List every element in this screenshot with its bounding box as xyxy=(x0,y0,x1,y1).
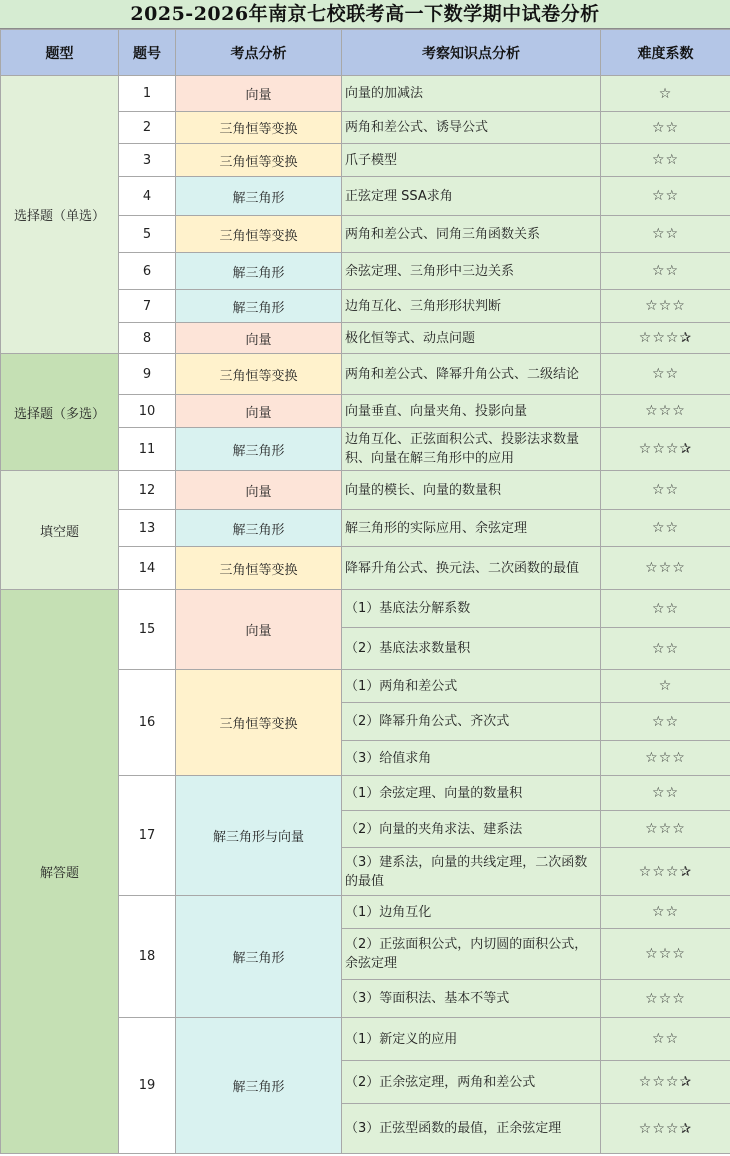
difficulty-cell: ☆☆☆ xyxy=(601,980,730,1018)
knowledge-cell: 向量垂直、向量夹角、投影向量 xyxy=(342,395,601,428)
difficulty-cell: ☆☆☆ xyxy=(601,395,730,428)
knowledge-cell: 向量的加减法 xyxy=(342,76,601,112)
question-number-cell: 1 xyxy=(119,76,176,112)
difficulty-cell: ☆☆☆ xyxy=(601,290,730,323)
key-point-cell: 向量 xyxy=(176,395,342,428)
key-point-cell: 向量 xyxy=(176,590,342,670)
key-point-cell: 解三角形 xyxy=(176,177,342,216)
difficulty-cell: ☆☆ xyxy=(601,177,730,216)
difficulty-cell: ☆☆ xyxy=(601,112,730,144)
table-row xyxy=(1,471,730,510)
knowledge-cell: （1）基底法分解系数 xyxy=(342,590,601,628)
header-difficulty: 难度系数 xyxy=(601,30,730,76)
key-point-cell: 三角恒等变换 xyxy=(176,216,342,253)
header-type: 题型 xyxy=(1,30,119,76)
question-type-cell: 填空题 xyxy=(1,471,119,590)
knowledge-cell: 向量的模长、向量的数量积 xyxy=(342,471,601,510)
key-point-cell: 解三角形 xyxy=(176,510,342,547)
question-number-cell: 11 xyxy=(119,428,176,471)
knowledge-cell: （3）给值求角 xyxy=(342,741,601,776)
question-number-cell: 9 xyxy=(119,354,176,395)
key-point-cell: 解三角形与向量 xyxy=(176,776,342,896)
knowledge-cell: （2）正余弦定理，两角和差公式 xyxy=(342,1061,601,1104)
question-type-cell: 选择题（多选） xyxy=(1,354,119,471)
analysis-table xyxy=(0,29,730,1154)
knowledge-cell: （3）正弦型函数的最值，正余弦定理 xyxy=(342,1104,601,1154)
knowledge-cell: （1）两角和差公式 xyxy=(342,670,601,703)
key-point-cell: 三角恒等变换 xyxy=(176,112,342,144)
difficulty-cell: ☆ xyxy=(601,670,730,703)
difficulty-cell: ☆☆☆✰ xyxy=(601,848,730,896)
question-number-cell: 14 xyxy=(119,547,176,590)
knowledge-cell: （2）基底法求数量积 xyxy=(342,628,601,670)
knowledge-cell: （1）余弦定理、向量的数量积 xyxy=(342,776,601,811)
knowledge-cell: 正弦定理 SSA求角 xyxy=(342,177,601,216)
knowledge-cell: 爪子模型 xyxy=(342,144,601,177)
question-number-cell: 8 xyxy=(119,323,176,354)
difficulty-cell: ☆☆ xyxy=(601,216,730,253)
difficulty-cell: ☆☆☆ xyxy=(601,741,730,776)
question-number-cell: 18 xyxy=(119,896,176,1018)
key-point-cell: 三角恒等变换 xyxy=(176,354,342,395)
difficulty-cell: ☆☆ xyxy=(601,896,730,929)
question-number-cell: 15 xyxy=(119,590,176,670)
key-point-cell: 向量 xyxy=(176,471,342,510)
key-point-cell: 三角恒等变换 xyxy=(176,144,342,177)
knowledge-cell: 两角和差公式、同角三角函数关系 xyxy=(342,216,601,253)
key-point-cell: 三角恒等变换 xyxy=(176,547,342,590)
knowledge-cell: （1）边角互化 xyxy=(342,896,601,929)
difficulty-cell: ☆☆ xyxy=(601,471,730,510)
table-body xyxy=(1,76,730,1154)
table-row xyxy=(1,354,730,395)
table-row xyxy=(1,590,730,628)
question-number-cell: 17 xyxy=(119,776,176,896)
difficulty-cell: ☆☆☆ xyxy=(601,929,730,980)
difficulty-cell: ☆☆ xyxy=(601,703,730,741)
question-number-cell: 5 xyxy=(119,216,176,253)
difficulty-cell: ☆☆ xyxy=(601,253,730,290)
header-key-point: 考点分析 xyxy=(176,30,342,76)
question-number-cell: 19 xyxy=(119,1018,176,1154)
knowledge-cell: 两角和差公式、降幂升角公式、二级结论 xyxy=(342,354,601,395)
question-number-cell: 3 xyxy=(119,144,176,177)
question-number-cell: 13 xyxy=(119,510,176,547)
question-number-cell: 12 xyxy=(119,471,176,510)
knowledge-cell: （3）建系法，向量的共线定理，二次函数的最值 xyxy=(342,848,601,896)
sheet-title: 2025-2026年南京七校联考高一下数学期中试卷分析 xyxy=(0,0,730,29)
knowledge-cell: （2）正弦面积公式，内切圆的面积公式，余弦定理 xyxy=(342,929,601,980)
knowledge-cell: 两角和差公式、诱导公式 xyxy=(342,112,601,144)
key-point-cell: 解三角形 xyxy=(176,428,342,471)
difficulty-cell: ☆☆☆✰ xyxy=(601,323,730,354)
question-type-cell: 选择题（单选） xyxy=(1,76,119,354)
knowledge-cell: （3）等面积法、基本不等式 xyxy=(342,980,601,1018)
question-number-cell: 4 xyxy=(119,177,176,216)
knowledge-cell: 极化恒等式、动点问题 xyxy=(342,323,601,354)
key-point-cell: 解三角形 xyxy=(176,253,342,290)
header-number: 题号 xyxy=(119,30,176,76)
question-type-cell: 解答题 xyxy=(1,590,119,1154)
difficulty-cell: ☆☆ xyxy=(601,144,730,177)
difficulty-cell: ☆☆ xyxy=(601,776,730,811)
difficulty-cell: ☆ xyxy=(601,76,730,112)
difficulty-cell: ☆☆ xyxy=(601,510,730,547)
difficulty-cell: ☆☆☆ xyxy=(601,547,730,590)
difficulty-cell: ☆☆☆ xyxy=(601,811,730,848)
knowledge-cell: 余弦定理、三角形中三边关系 xyxy=(342,253,601,290)
knowledge-cell: 解三角形的实际应用、余弦定理 xyxy=(342,510,601,547)
key-point-cell: 向量 xyxy=(176,323,342,354)
difficulty-cell: ☆☆☆✰ xyxy=(601,1061,730,1104)
header-row xyxy=(1,30,730,76)
difficulty-cell: ☆☆ xyxy=(601,354,730,395)
difficulty-cell: ☆☆ xyxy=(601,1018,730,1061)
knowledge-cell: 边角互化、三角形形状判断 xyxy=(342,290,601,323)
table-row xyxy=(1,76,730,112)
knowledge-cell: 边角互化、正弦面积公式、投影法求数量积、向量在解三角形中的应用 xyxy=(342,428,601,471)
header-knowledge: 考察知识点分析 xyxy=(342,30,601,76)
question-number-cell: 10 xyxy=(119,395,176,428)
key-point-cell: 解三角形 xyxy=(176,1018,342,1154)
question-number-cell: 7 xyxy=(119,290,176,323)
key-point-cell: 解三角形 xyxy=(176,896,342,1018)
key-point-cell: 解三角形 xyxy=(176,290,342,323)
question-number-cell: 2 xyxy=(119,112,176,144)
knowledge-cell: （2）降幂升角公式、齐次式 xyxy=(342,703,601,741)
knowledge-cell: （2）向量的夹角求法、建系法 xyxy=(342,811,601,848)
difficulty-cell: ☆☆ xyxy=(601,628,730,670)
difficulty-cell: ☆☆☆✰ xyxy=(601,428,730,471)
knowledge-cell: （1）新定义的应用 xyxy=(342,1018,601,1061)
difficulty-cell: ☆☆ xyxy=(601,590,730,628)
difficulty-cell: ☆☆☆✰ xyxy=(601,1104,730,1154)
key-point-cell: 三角恒等变换 xyxy=(176,670,342,776)
key-point-cell: 向量 xyxy=(176,76,342,112)
question-number-cell: 16 xyxy=(119,670,176,776)
knowledge-cell: 降幂升角公式、换元法、二次函数的最值 xyxy=(342,547,601,590)
question-number-cell: 6 xyxy=(119,253,176,290)
